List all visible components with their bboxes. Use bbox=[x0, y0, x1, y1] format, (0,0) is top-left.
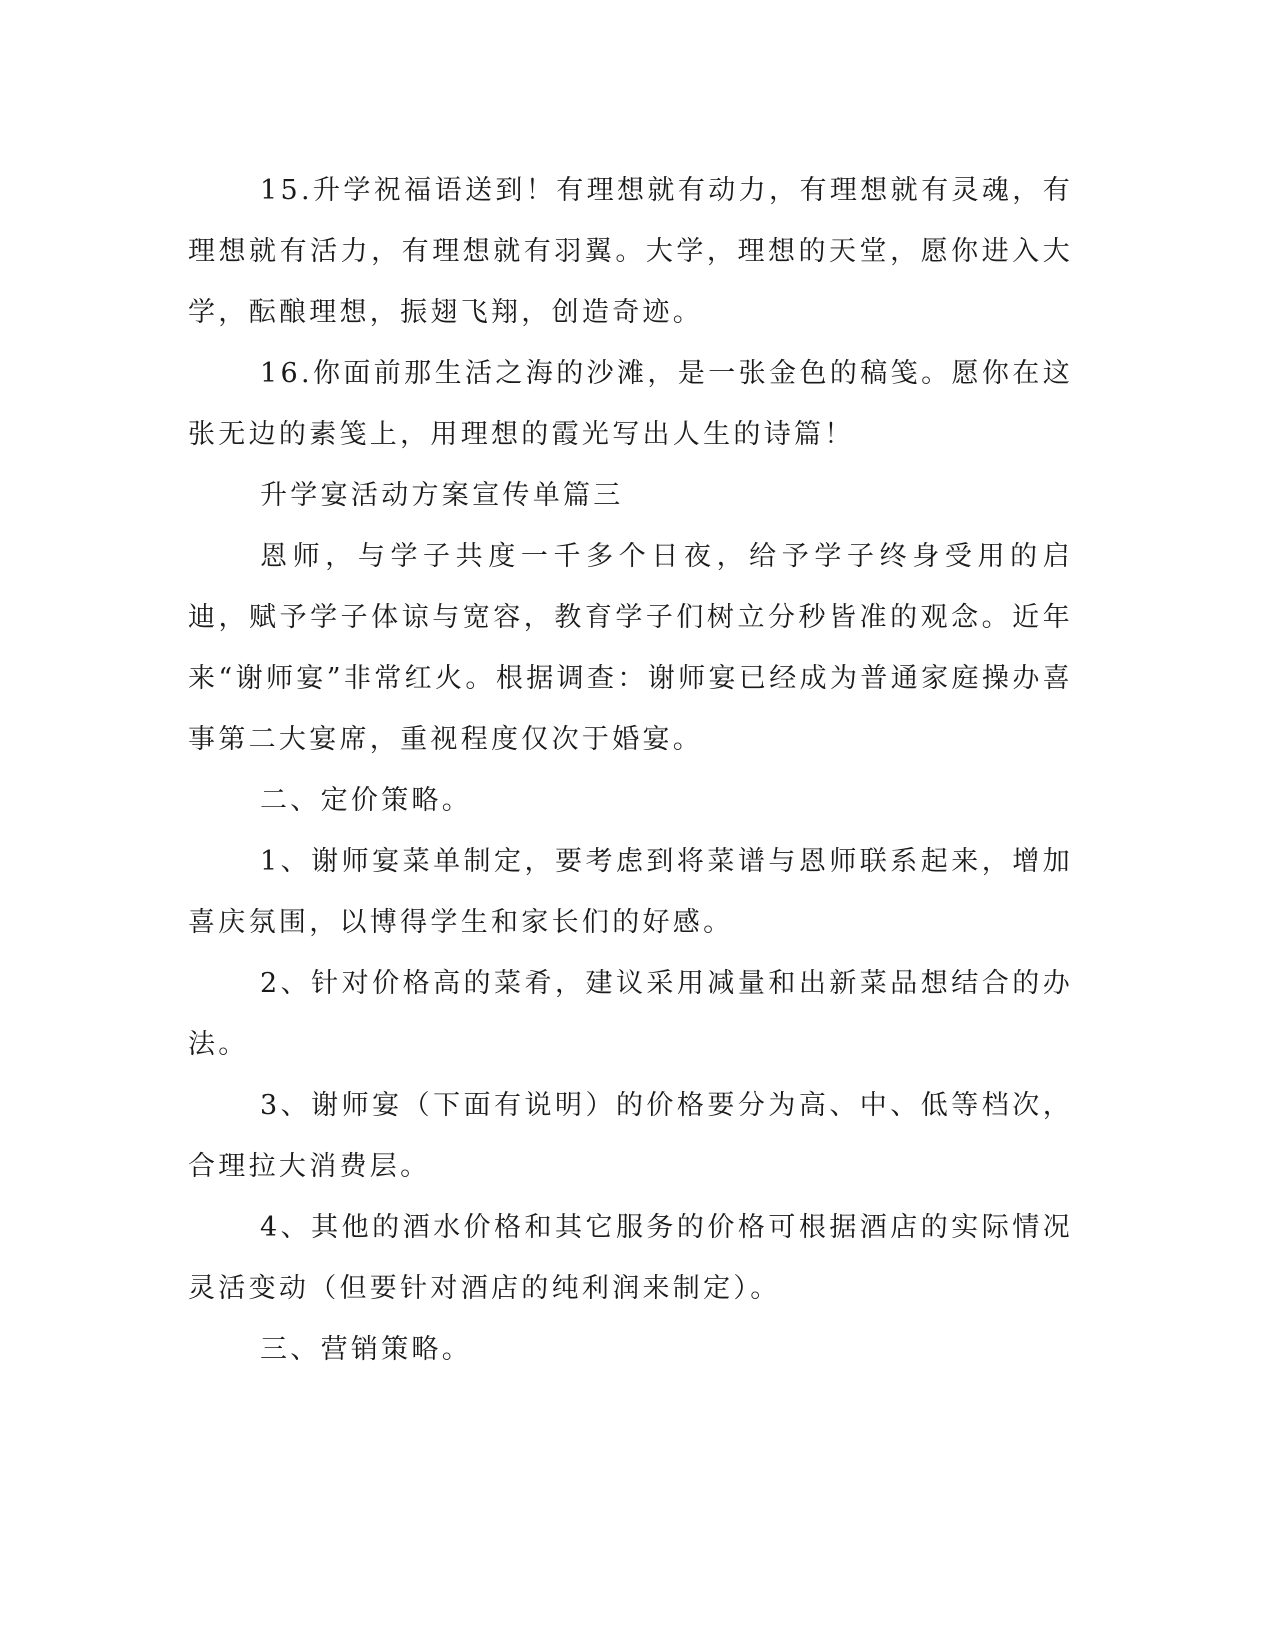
document-body bbox=[188, 160, 1073, 1380]
section-heading-marketing-strategy: 三、营销策略。 bbox=[260, 1334, 473, 1365]
section-heading-part-three: 升学宴活动方案宣传单篇三 bbox=[260, 480, 624, 511]
pricing-item-1: 1、谢师宴菜单制定，要考虑到将菜谱与恩师联系起来，增加喜庆氛围，以博得学生和家长们的好感。 bbox=[188, 846, 1073, 938]
paragraph-wishes-16: 16.你面前那生活之海的沙滩，是一张金色的稿笺。愿你在这张无边的素笺上，用理想的霞光写出人生的诗篇！ bbox=[188, 358, 1073, 450]
pricing-item-3: 3、谢师宴（下面有说明）的价格要分为高、中、低等档次，合理拉大消费层。 bbox=[188, 1090, 1073, 1182]
paragraph-intro-teacher-banquet: 恩师，与学子共度一千多个日夜，给予学子终身受用的启迪，赋予学子体谅与宽容，教育学子们树立分秒皆准的观念。近年来“谢师宴”非常红火。根据调查：谢师宴已经成为普通家庭操办喜事第二大宴席，重视程度仅次于婚宴。 bbox=[188, 541, 1073, 755]
pricing-item-2: 2、针对价格高的菜肴，建议采用减量和出新菜品想结合的办法。 bbox=[188, 968, 1073, 1060]
paragraph-wishes-15: 15.升学祝福语送到！有理想就有动力，有理想就有灵魂，有理想就有活力，有理想就有羽翼。大学，理想的天堂，愿你进入大学，酝酿理想，振翅飞翔，创造奇迹。 bbox=[188, 175, 1073, 328]
section-heading-pricing-strategy: 二、定价策略。 bbox=[260, 785, 473, 816]
pricing-item-4: 4、其他的酒水价格和其它服务的价格可根据酒店的实际情况灵活变动（但要针对酒店的纯利润来制定）。 bbox=[188, 1212, 1073, 1304]
